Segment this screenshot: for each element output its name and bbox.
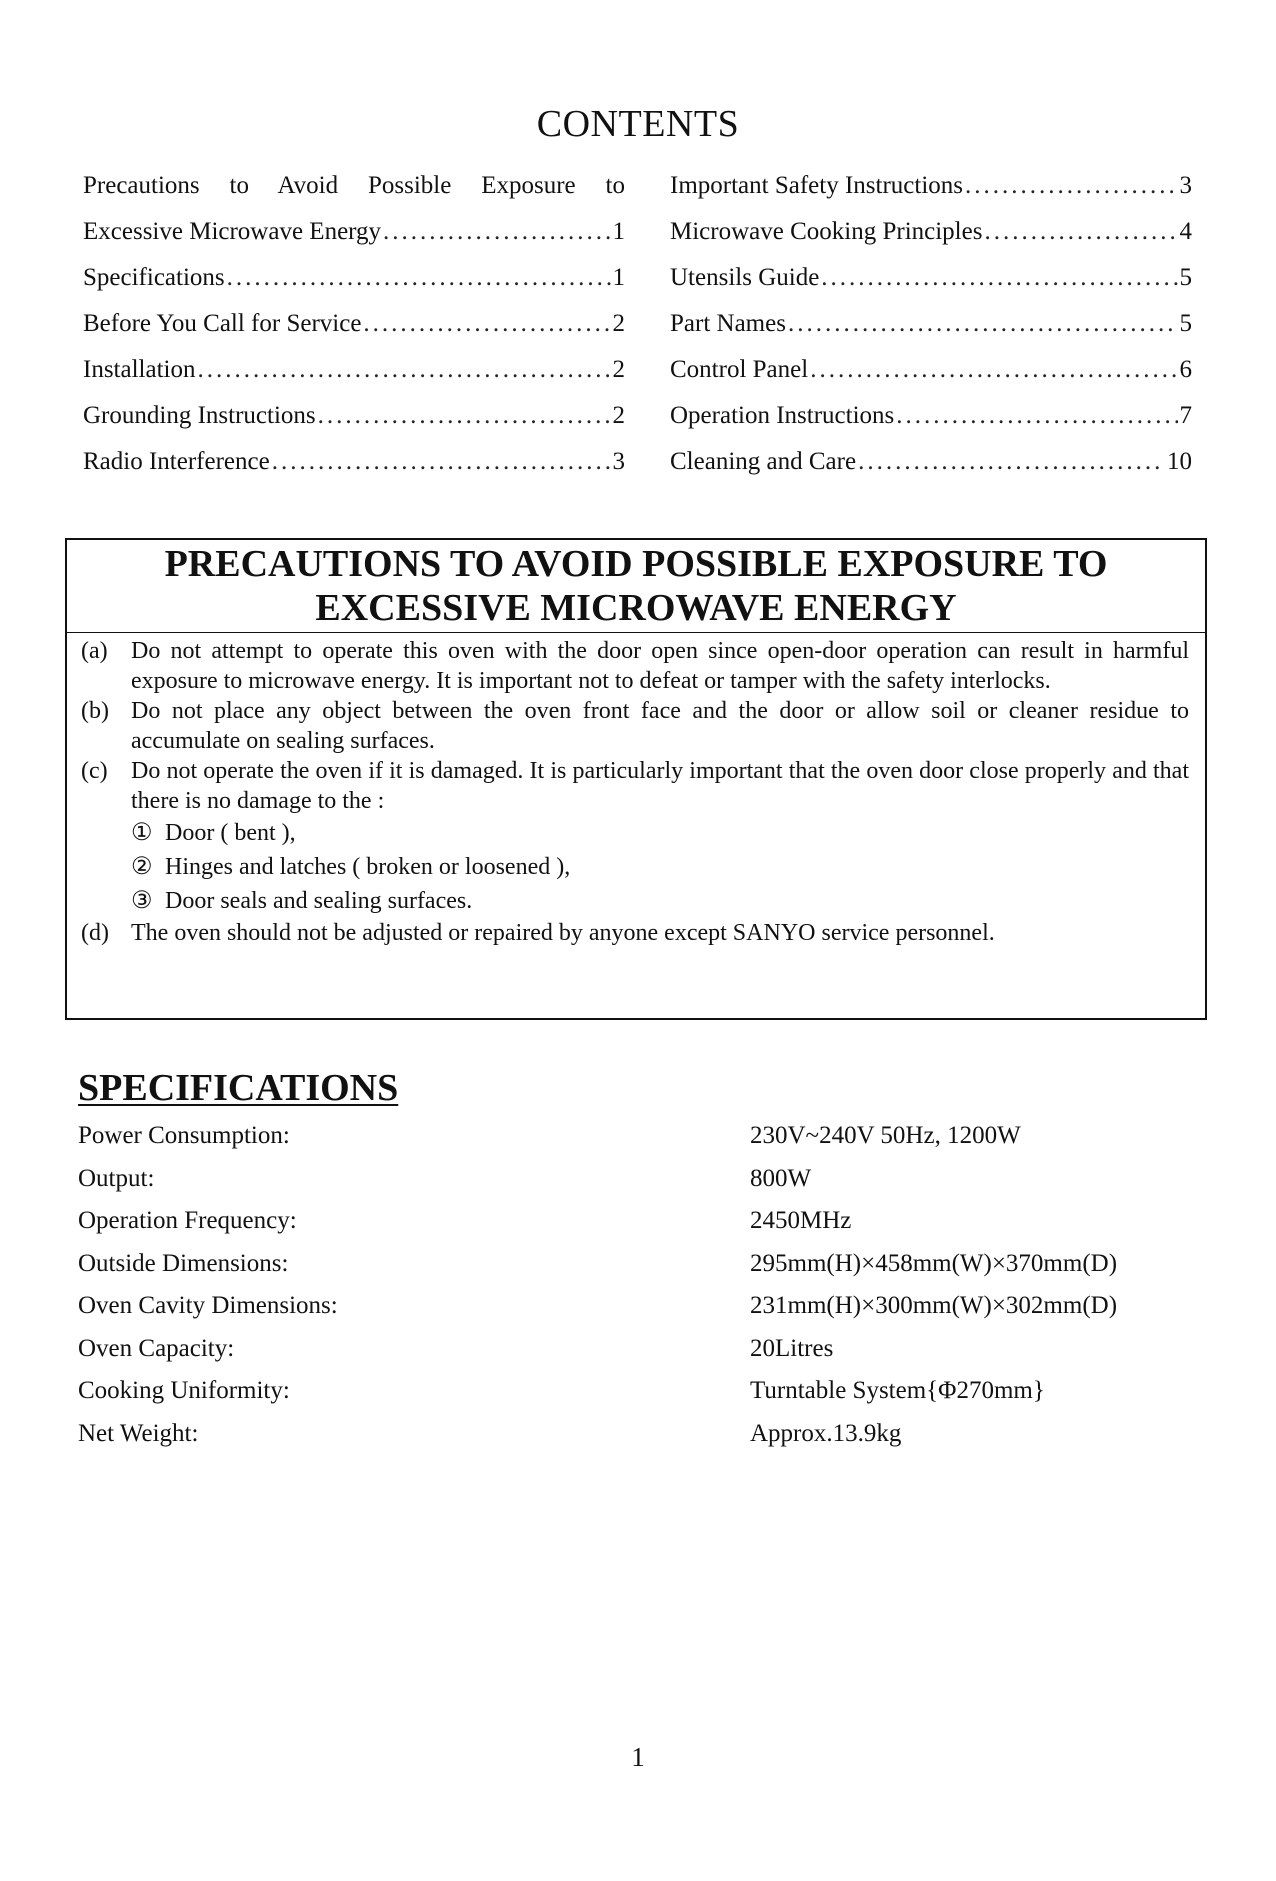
toc-entry-page: 10 — [1167, 448, 1192, 475]
toc-entry-page: 2 — [612, 402, 625, 429]
precautions-heading — [67, 542, 1205, 630]
toc-entry-page: 4 — [1179, 218, 1192, 245]
toc-entry — [83, 356, 625, 402]
precautions-heading-line1: PRECAUTIONS TO AVOID POSSIBLE EXPOSURE TO — [164, 543, 1108, 585]
dot-leader — [858, 448, 1165, 476]
toc-entry-label: Cleaning and Care — [670, 448, 857, 475]
spec-value: Approx.13.9kg — [750, 1419, 902, 1447]
dot-leader — [318, 402, 611, 430]
toc-entry — [670, 310, 1192, 356]
precaution-text: Do not place any object between the oven front face and the door or allow soil or cleaner residue to accumulate on sealing surfaces. — [131, 698, 1189, 754]
toc-entry — [83, 264, 625, 310]
dot-leader — [810, 356, 1177, 384]
toc-entry-page: 5 — [1179, 264, 1192, 291]
toc-entry-label: Part Names — [670, 310, 786, 337]
toc-entry-page: 2 — [612, 356, 625, 383]
precaution-item — [81, 696, 1189, 756]
contents-title: CONTENTS — [536, 103, 740, 145]
precautions-heading-line2: EXCESSIVE MICROWAVE ENERGY — [315, 587, 957, 629]
spec-label: Oven Capacity: — [78, 1334, 235, 1362]
spec-value: 231mm(H)×300mm(W)×302mm(D) — [750, 1292, 1118, 1319]
toc-entry — [670, 218, 1192, 264]
dot-leader — [965, 172, 1178, 200]
toc-entry-page: 1 — [612, 264, 625, 291]
toc-entry-label: Specifications — [83, 264, 225, 291]
spec-row — [78, 1207, 1198, 1250]
spec-row — [78, 1122, 1198, 1165]
dot-leader — [788, 310, 1178, 338]
spec-row — [78, 1377, 1198, 1420]
dot-leader — [197, 356, 610, 384]
dot-leader — [363, 310, 610, 338]
spec-value: 2450MHz — [750, 1207, 852, 1234]
precaution-sub-item — [81, 816, 1189, 850]
specifications-title: SPECIFICATIONS — [78, 1067, 399, 1109]
dot-leader — [821, 264, 1177, 292]
precaution-item — [81, 756, 1189, 816]
spec-label: Cooking Uniformity: — [78, 1377, 290, 1404]
toc-entry-label: Control Panel — [670, 356, 809, 383]
toc-entry-label: Before You Call for Service — [83, 310, 362, 337]
sub-item-text: Door seals and sealing surfaces. — [165, 888, 473, 914]
toc-entry-label: Radio Interference — [83, 448, 270, 475]
toc-entry — [83, 172, 625, 218]
toc-entry-label: Excessive Microwave Energy — [83, 218, 382, 245]
spec-label: Outside Dimensions: — [78, 1249, 289, 1277]
dot-leader — [227, 264, 611, 292]
toc-entry-page: 3 — [1179, 172, 1192, 199]
precaution-sub-item — [81, 884, 1189, 918]
precautions-list — [81, 636, 1189, 948]
sub-item-text: Door ( bent ), — [165, 820, 296, 846]
toc-entry-label: Microwave Cooking Principles — [670, 218, 983, 245]
dot-leader — [272, 448, 611, 476]
precaution-marker: (a) — [81, 638, 108, 664]
precaution-text: The oven should not be adjusted or repaired by anyone except SANYO service personnel. — [131, 920, 995, 946]
specifications-table — [78, 1122, 1198, 1462]
toc-entry-page: 5 — [1179, 310, 1192, 337]
toc-entry-label: Operation Instructions — [670, 402, 895, 429]
spec-label: Oven Cavity Dimensions: — [78, 1292, 338, 1319]
circled-number-marker: ③ — [131, 888, 153, 914]
circled-number-marker: ② — [131, 854, 153, 880]
spec-label: Output: — [78, 1164, 155, 1192]
precautions-box — [65, 538, 1207, 1020]
toc-entry — [670, 448, 1192, 494]
toc-entry — [670, 402, 1192, 448]
toc-entry — [83, 310, 625, 356]
toc-entry — [670, 172, 1192, 218]
spec-row — [78, 1250, 1198, 1293]
precaution-item — [81, 918, 1189, 948]
toc-entry-page: 2 — [612, 310, 625, 337]
spec-label: Power Consumption: — [78, 1122, 290, 1149]
precaution-text: Do not operate the oven if it is damaged. It is particularly important that the oven door close properly and that there is no damage to the : — [131, 758, 1189, 814]
toc-entry-page: 3 — [612, 448, 625, 475]
spec-row — [78, 1420, 1198, 1463]
spec-row — [78, 1335, 1198, 1378]
page-number: 1 — [631, 1742, 645, 1772]
toc-entry-page: 7 — [1179, 402, 1192, 429]
toc-entry-page: 1 — [612, 218, 625, 245]
spec-row — [78, 1292, 1198, 1335]
toc-entry-label: Utensils Guide — [670, 264, 820, 291]
toc-entry — [670, 356, 1192, 402]
toc-entry-label: Important Safety Instructions — [670, 172, 963, 199]
toc-entry-label: Precautions to Avoid Possible Exposure to — [83, 172, 625, 199]
dot-leader — [984, 218, 1177, 246]
spec-value: 295mm(H)×458mm(W)×370mm(D) — [750, 1249, 1118, 1277]
spec-value: 20Litres — [750, 1334, 834, 1362]
toc-entry-label: Installation — [83, 356, 196, 383]
toc-entry — [83, 448, 625, 494]
precaution-item — [81, 636, 1189, 696]
toc-left-column — [83, 172, 625, 494]
dot-leader — [896, 402, 1177, 430]
precaution-marker: (b) — [81, 698, 109, 724]
spec-value: 800W — [750, 1164, 812, 1192]
toc-entry-page: 6 — [1179, 356, 1192, 383]
precaution-marker: (d) — [81, 920, 109, 946]
precaution-text: Do not attempt to operate this oven with the door open since open-door operation can result in harmful exposure to microwave energy. It is important not to defeat or tamper with the safety interlocks. — [131, 638, 1189, 694]
spec-row — [78, 1165, 1198, 1208]
toc-entry — [83, 218, 625, 264]
spec-value: Turntable System{Φ270mm} — [750, 1377, 1045, 1404]
circled-number-marker: ① — [131, 820, 153, 846]
toc-entry-label: Grounding Instructions — [83, 402, 316, 429]
toc-right-column — [670, 172, 1192, 494]
heading-divider — [67, 632, 1205, 633]
spec-label: Net Weight: — [78, 1419, 199, 1447]
toc-entry — [83, 402, 625, 448]
dot-leader — [383, 218, 610, 246]
toc-entry — [670, 264, 1192, 310]
precaution-marker: (c) — [81, 758, 108, 784]
spec-value: 230V~240V 50Hz, 1200W — [750, 1122, 1021, 1149]
precaution-sub-item — [81, 850, 1189, 884]
spec-label: Operation Frequency: — [78, 1207, 297, 1234]
sub-item-text: Hinges and latches ( broken or loosened ), — [165, 854, 571, 880]
